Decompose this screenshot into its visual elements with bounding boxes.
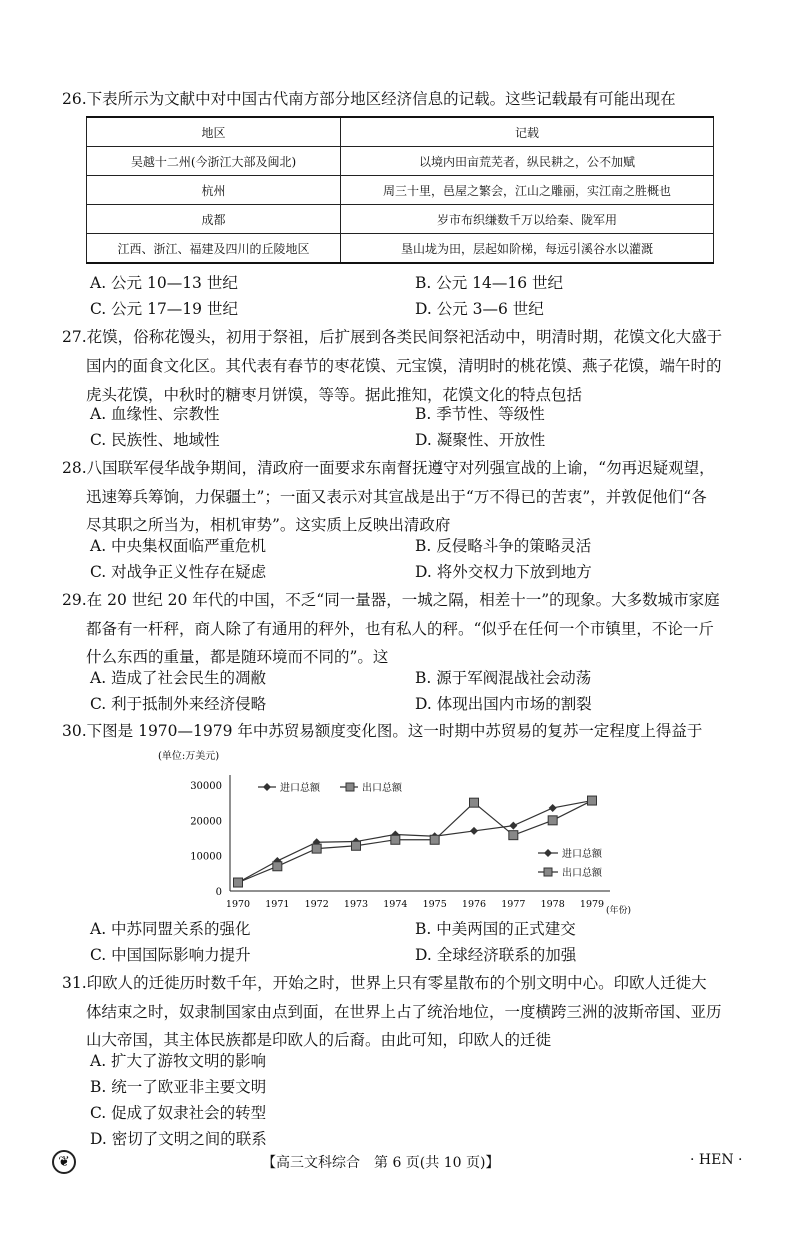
trade-line-chart xyxy=(150,745,670,915)
legend-label-export: 出口总额 xyxy=(362,783,402,794)
q27-option-b: B. 季节性、等级性 xyxy=(415,405,545,423)
x-tick-label: 1970 xyxy=(225,899,251,910)
legend-right-label-import: 进口总额 xyxy=(562,849,602,860)
q29-line-2: 都备有一杆秤，商人除了有通用的秤外，也有私人的秤。“似乎在任何一个市镇里，不论一斤 xyxy=(86,620,714,638)
legend-right-label-export: 出口总额 xyxy=(562,868,602,879)
legend-marker-export xyxy=(346,783,354,791)
legend-label-import: 进口总额 xyxy=(280,783,320,794)
data-point-export xyxy=(548,816,557,825)
table-cell-record: 以境内田亩荒芜者，纵民耕之，公不加赋 xyxy=(341,147,714,176)
leaf-logo-icon: ❦ xyxy=(52,1150,76,1174)
q29-option-b: B. 源于军阀混战社会动荡 xyxy=(415,669,592,687)
q26-option-b: B. 公元 14—16 世纪 xyxy=(415,274,564,292)
x-tick-label: 1973 xyxy=(343,899,369,910)
legend-right-marker-import xyxy=(544,849,552,857)
q29-option-c: C. 利于抵制外来经济侵略 xyxy=(90,695,267,713)
legend-right-marker-export xyxy=(544,868,552,876)
data-point-import xyxy=(509,822,517,830)
q29-option-d: D. 体现出国内市场的割裂 xyxy=(415,695,592,713)
q27-line-1: 27.花馍，俗称花馒头，初用于祭祖，后扩展到各类民间祭祀活动中，明清时期，花馍文化大盛于 xyxy=(62,328,723,346)
data-point-import xyxy=(470,827,478,835)
q30-option-b: B. 中美两国的正式建交 xyxy=(415,920,576,938)
table-row xyxy=(87,205,714,234)
q31-line-1: 31.印欧人的迁徙历时数千年，开始之时，世界上只有零星散布的个别文明中心。印欧人迁徙大 xyxy=(62,974,707,992)
q30-stem: 30.下图是 1970—1979 年中苏贸易额度变化图。这一时期中苏贸易的复苏一定程度上得益于 xyxy=(62,722,703,740)
x-tick-label: 1975 xyxy=(422,899,447,910)
footer-page-info: 【高三文科综合 第 6 页(共 10 页)】 xyxy=(262,1155,500,1171)
table-row xyxy=(87,176,714,205)
x-tick-label: 1979 xyxy=(579,899,605,910)
table-row xyxy=(87,234,714,264)
q27-line-3: 虎头花馍，中秋时的糖枣月饼馍，等等。据此推知，花馍文化的特点包括 xyxy=(86,386,583,404)
q28-option-b: B. 反侵略斗争的策略灵活 xyxy=(415,537,592,555)
q28-option-d: D. 将外交权力下放到地方 xyxy=(415,563,592,581)
table-cell-record: 垦山垅为田，层起如阶梯，每远引溪谷水以灌溉 xyxy=(341,234,714,264)
table-cell-region: 成都 xyxy=(87,205,341,234)
x-tick-label: 1976 xyxy=(461,899,487,910)
q31-option-b: B. 统一了欧亚非主要文明 xyxy=(90,1078,267,1096)
data-point-export xyxy=(234,878,243,887)
q26-option-a: A. 公元 10—13 世纪 xyxy=(90,274,238,292)
table-row xyxy=(87,147,714,176)
data-point-export xyxy=(312,844,321,853)
y-tick-label: 10000 xyxy=(190,851,222,863)
q29-line-3: 什么东西的重量，都是随环境而不同的”。这 xyxy=(86,648,389,666)
q29-line-1: 29.在 20 世纪 20 年代的中国，不乏“同一量器，一城之隔，相差十一”的现象。大多数城市家庭 xyxy=(62,591,720,609)
table-cell-region: 杭州 xyxy=(87,176,341,205)
q27-option-c: C. 民族性、地域性 xyxy=(90,431,220,449)
q31-option-c: C. 促成了奴隶社会的转型 xyxy=(90,1104,267,1122)
q28-line-1: 28.八国联军侵华战争期间，清政府一面要求东南督抚遵守对列强宣战的上谕，“勿再迟疑观望， xyxy=(62,459,715,477)
q27-option-a: A. 血缘性、宗教性 xyxy=(90,405,220,423)
data-point-import xyxy=(549,804,557,812)
x-tick-label: 1978 xyxy=(540,899,565,910)
x-tick-label: 1977 xyxy=(501,899,526,910)
series-line-import xyxy=(238,801,592,883)
chart-unit-label: (单位:万美元) xyxy=(158,751,220,762)
data-point-export xyxy=(588,796,597,805)
col-header-record: 记载 xyxy=(341,117,714,147)
q29-option-a: A. 造成了社会民生的凋敝 xyxy=(90,669,267,687)
x-axis-label: (年份) xyxy=(606,906,632,915)
table-cell-region: 江西、浙江、福建及四川的丘陵地区 xyxy=(87,234,341,264)
q31-option-d: D. 密切了文明之间的联系 xyxy=(90,1130,267,1148)
q30-option-a: A. 中苏同盟关系的强化 xyxy=(90,920,251,938)
q27-option-d: D. 凝聚性、开放性 xyxy=(415,431,546,449)
q30-option-c: C. 中国国际影响力提升 xyxy=(90,946,251,964)
q26-stem: 26.下表所示为文献中对中国古代南方部分地区经济信息的记载。这些记载最有可能出现在 xyxy=(62,90,676,108)
series-line-export xyxy=(238,801,592,883)
q27-line-2: 国内的面食文化区。其代表有春节的枣花馍、元宝馍，清明时的桃花馍、燕子花馍，端午时的 xyxy=(86,357,722,375)
footer-code: · HEN · xyxy=(690,1152,743,1168)
col-header-region: 地区 xyxy=(87,117,341,147)
x-tick-label: 1971 xyxy=(265,899,290,910)
table-cell-record: 周三十里，邑屋之繁会，江山之雕丽，实江南之胜概也 xyxy=(341,176,714,205)
data-point-export xyxy=(430,835,439,844)
y-tick-label: 30000 xyxy=(190,781,222,792)
data-point-export xyxy=(470,798,479,807)
legend-top xyxy=(258,781,403,794)
y-tick-label: 0 xyxy=(215,887,222,898)
q31-line-2: 体结束之时，奴隶制国家由点到面，在世界上占了统治地位，一度横跨三洲的波斯帝国、亚历 xyxy=(86,1003,722,1021)
legend-marker-import xyxy=(263,783,271,791)
q31-line-3: 山大帝国，其主体民族都是印欧人的后裔。由此可知，印欧人的迁徙 xyxy=(86,1031,552,1049)
legend-right xyxy=(538,847,603,879)
y-tick-label: 20000 xyxy=(190,816,222,828)
table-header-row xyxy=(87,117,714,147)
q31-option-a: A. 扩大了游牧文明的影响 xyxy=(90,1052,267,1070)
x-tick-label: 1974 xyxy=(383,899,408,910)
q28-line-3: 尽其职之所当为，相机审势”。这实质上反映出清政府 xyxy=(86,516,451,534)
x-tick-label: 1972 xyxy=(304,899,329,910)
data-point-export xyxy=(391,835,400,844)
table-cell-record: 岁市布织缣数千万以给秦、陇军用 xyxy=(341,205,714,234)
data-point-export xyxy=(273,862,282,871)
table-cell-region: 吴越十二州(今浙江大部及闽北) xyxy=(87,147,341,176)
data-point-export xyxy=(352,841,361,850)
q26-option-d: D. 公元 3—6 世纪 xyxy=(415,300,544,318)
q28-option-a: A. 中央集权面临严重危机 xyxy=(90,537,267,555)
q30-option-d: D. 全球经济联系的加强 xyxy=(415,946,577,964)
records-table xyxy=(86,116,714,264)
q28-line-2: 迅速筹兵筹饷，力保疆土”；一面又表示对其宣战是出于“万不得已的苦衷”，并敦促他们“各 xyxy=(86,488,707,506)
q28-option-c: C. 对战争正义性存在疑虑 xyxy=(90,563,267,581)
data-point-export xyxy=(509,831,518,840)
q26-option-c: C. 公元 17—19 世纪 xyxy=(90,300,238,318)
